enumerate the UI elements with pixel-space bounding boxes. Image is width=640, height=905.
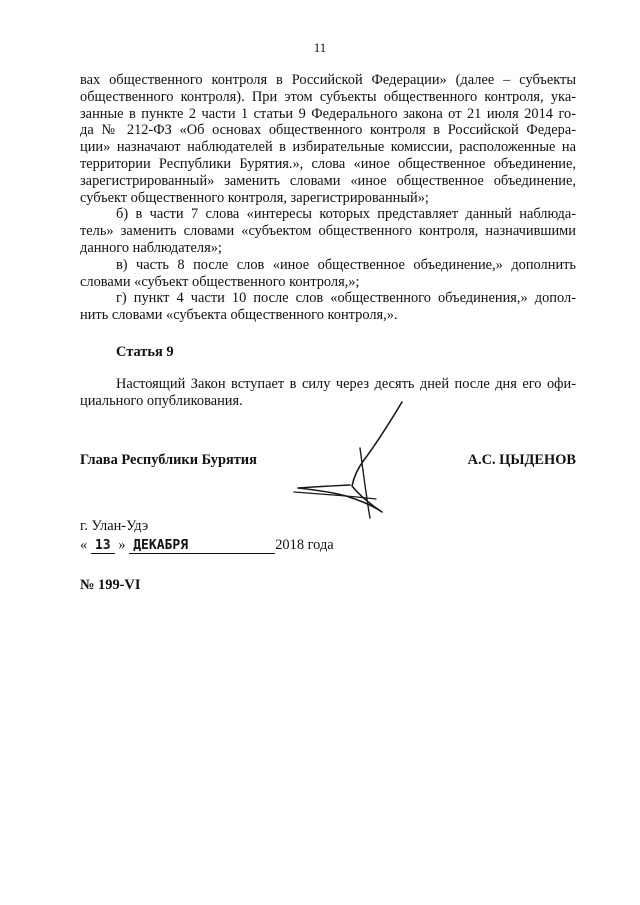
paragraph-continuation <box>80 72 576 324</box>
text-line: зарегистрированный» заменить словами «иное общественное объединение, <box>80 172 576 189</box>
item-g-line: г) пункт 4 части 10 после слов «общественного объединения,» допол- <box>116 290 576 307</box>
item-b-line: тель» заменить словами «субъектом общественного контроля, назначившими <box>80 223 576 240</box>
signatory-name: А.С. ЦЫДЕНОВ <box>467 452 576 468</box>
item-v-line: в) часть 8 после слов «иное общественное объединение,» дополнить <box>116 256 576 273</box>
text-line: циального опубликования. <box>80 392 243 409</box>
text-line: территории Республики Бурятия.», слова «иное общественное объединение, <box>80 155 576 172</box>
text-line: вах общественного контроля в Российской Федерации» (далее – субъекты <box>80 72 576 88</box>
page-number: 11 <box>313 40 327 55</box>
date-close-quote: » <box>118 537 126 553</box>
text-line: субъект общественного контроля, зарегистрированный»; <box>80 189 429 206</box>
text-line: ции» назначают наблюдателей в избирательные комиссии, расположенные на <box>80 139 576 156</box>
text-line: общественного контроля). При этом субъекты общественного контроля, ука- <box>80 88 576 105</box>
item-b-line: б) в части 7 слова «интересы которых представляет данный наблюда- <box>116 206 576 223</box>
place-of-signing: г. Улан-Удэ <box>80 518 149 534</box>
date-day: 13 <box>91 539 115 554</box>
item-g-line: нить словами «субъекта общественного контроля,». <box>80 307 398 324</box>
law-number: № 199-VI <box>80 577 141 593</box>
date-month: ДЕКАБРЯ <box>129 539 275 554</box>
text-line: Настоящий Закон вступает в силу через десять дней после дня его офи- <box>116 376 576 392</box>
signing-date <box>80 537 334 554</box>
handwritten-signature <box>290 400 410 525</box>
date-year: 2018 года <box>275 537 334 553</box>
date-open-quote: « <box>80 537 88 553</box>
article-heading: Статья 9 <box>116 344 174 360</box>
item-b-line: данного наблюдателя»; <box>80 239 222 256</box>
text-line: занные в пункте 2 части 1 статьи 9 Федерального закона от 21 июля 2014 го- <box>80 105 576 122</box>
item-v-line: словами «субъект общественного контроля,»; <box>80 273 360 290</box>
signatory-title: Глава Республики Бурятия <box>80 452 257 468</box>
text-line: да № 212-ФЗ «Об основах общественного контроля в Российской Федера- <box>80 122 576 139</box>
